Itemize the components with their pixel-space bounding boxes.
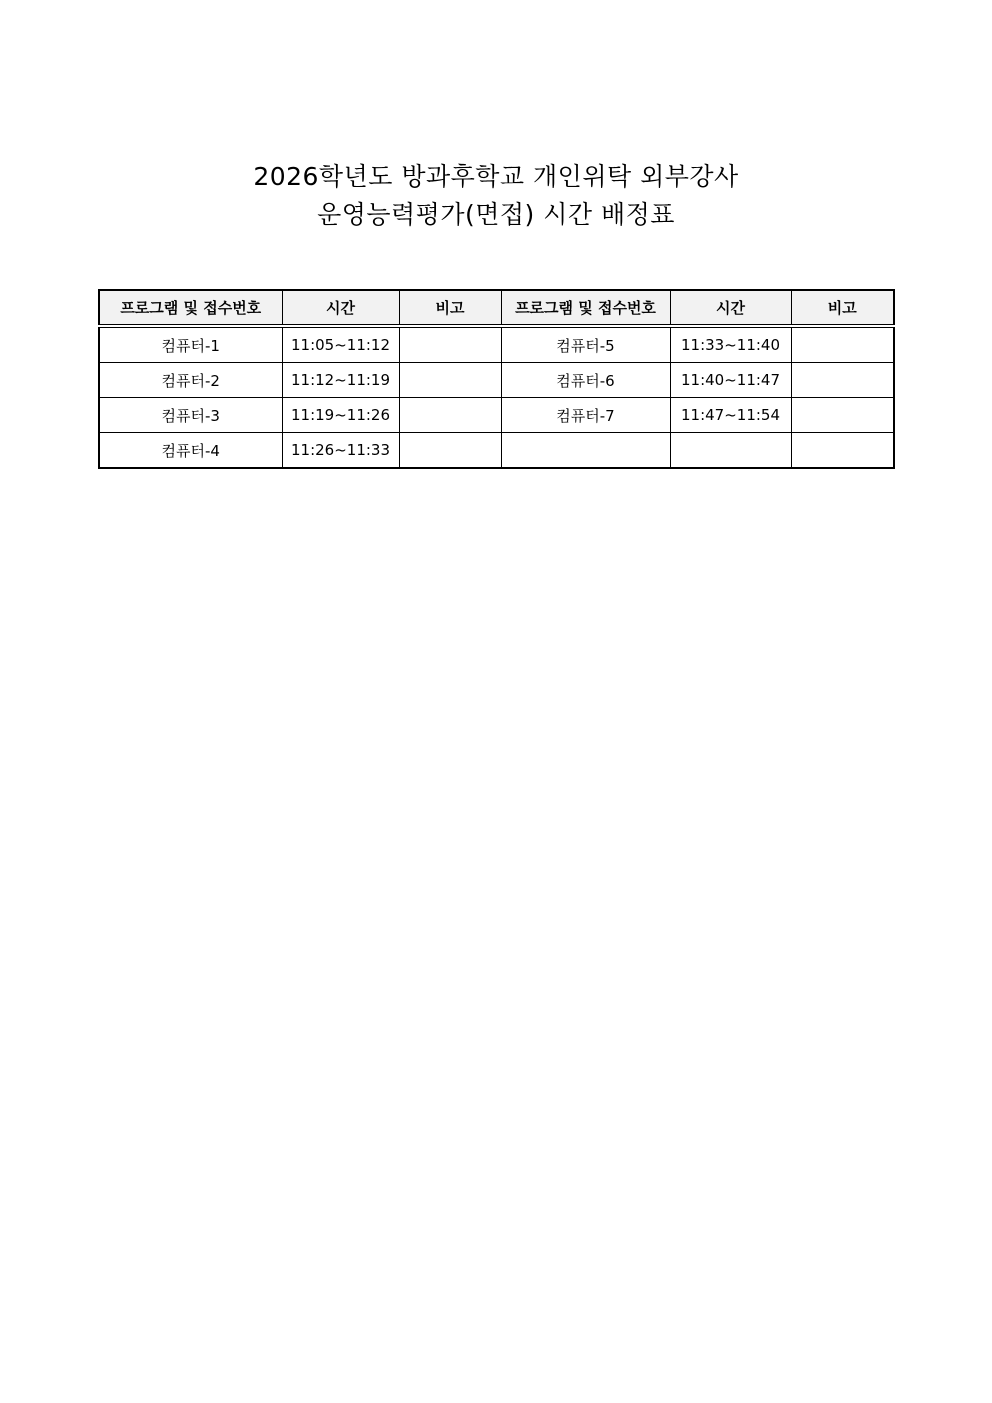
time-cell: 11:12~11:19 [282, 363, 399, 398]
header-note-right: 비고 [791, 290, 894, 326]
note-cell [399, 363, 501, 398]
header-time-left: 시간 [282, 290, 399, 326]
program-cell: 컴퓨터-6 [501, 363, 670, 398]
table-row [99, 363, 894, 398]
table-row [99, 398, 894, 433]
time-cell: 11:40~11:47 [670, 363, 791, 398]
time-cell [670, 433, 791, 469]
header-time-right: 시간 [670, 290, 791, 326]
program-cell [501, 433, 670, 469]
table-header-row [99, 290, 894, 326]
program-cell: 컴퓨터-1 [99, 326, 282, 363]
title-line-1: 2026학년도 방과후학교 개인위탁 외부강사 [253, 162, 739, 191]
program-cell: 컴퓨터-5 [501, 326, 670, 363]
time-cell: 11:19~11:26 [282, 398, 399, 433]
document-title [0, 158, 992, 234]
header-program-left: 프로그램 및 접수번호 [99, 290, 282, 326]
note-cell [399, 433, 501, 469]
program-cell: 컴퓨터-7 [501, 398, 670, 433]
table-row [99, 326, 894, 363]
header-note-left: 비고 [399, 290, 501, 326]
note-cell [399, 398, 501, 433]
schedule-table [98, 289, 895, 469]
table-row [99, 433, 894, 469]
program-cell: 컴퓨터-3 [99, 398, 282, 433]
note-cell [399, 326, 501, 363]
time-cell: 11:26~11:33 [282, 433, 399, 469]
note-cell [791, 398, 894, 433]
note-cell [791, 433, 894, 469]
header-program-right: 프로그램 및 접수번호 [501, 290, 670, 326]
time-cell: 11:33~11:40 [670, 326, 791, 363]
title-line-2: 운영능력평가(면접) 시간 배정표 [317, 200, 675, 229]
time-cell: 11:05~11:12 [282, 326, 399, 363]
program-cell: 컴퓨터-2 [99, 363, 282, 398]
program-cell: 컴퓨터-4 [99, 433, 282, 469]
time-cell: 11:47~11:54 [670, 398, 791, 433]
note-cell [791, 363, 894, 398]
note-cell [791, 326, 894, 363]
